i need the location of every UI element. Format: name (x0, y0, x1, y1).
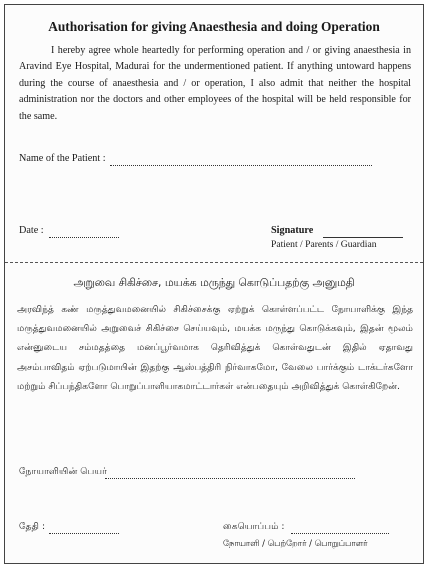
consent-form (4, 4, 424, 564)
signature-label-english: Signature (271, 225, 314, 236)
date-field-english[interactable] (49, 237, 119, 238)
signatory-roles-english: Patient / Parents / Guardian (271, 239, 377, 250)
patient-name-field-tamil[interactable] (105, 478, 355, 479)
signatory-roles-tamil: நோயாளி / பெற்றோர் / பொறுப்பாளர் (223, 538, 368, 548)
date-field-tamil[interactable] (49, 533, 119, 534)
patient-name-field-english[interactable] (110, 165, 372, 166)
patient-name-label-english: Name of the Patient : (19, 153, 106, 164)
consent-paragraph-english: I hereby agree whole heartedly for performing operation and / or giving anaesthesia in Aravind Eye Hospital, Madurai for the undermentioned patient. If anything untoward happens during the course of anaesthesia and / or operation, I also admit that neither the hospital administration nor the doctors and other employees of the hospital will be held responsible for the same. (19, 45, 411, 122)
signature-label-tamil: கையொப்பம் : (223, 521, 285, 532)
signature-field-tamil[interactable] (291, 533, 389, 534)
patient-name-label-tamil: நோயாளியின் பெயர் (19, 466, 107, 477)
date-label-english: Date : (19, 225, 44, 236)
signature-field-english[interactable] (323, 237, 403, 238)
form-title-tamil: அறுவை சிகிச்சை, மயக்க மருந்து கொடுப்பதற்கு அனுமதி (73, 276, 355, 289)
form-title-english: Authorisation for giving Anaesthesia and doing Operation (48, 19, 380, 34)
consent-paragraph-tamil: அரவிந்த் கண் மருத்துவமனையில் சிகிச்சைக்கு ஏற்றுக் கொள்ளப்பட்ட நோயாளிக்கு இந்த மருத்துவமனையில் அறுவைச் சிகிச்சை செய்யவும், மயக்க மருந்து கொடுக்கவும், இதன் மூலம் என்னுடைய சம்மதத்தை மனப்பூர்வமாக தெரிவித்துக் கொள்வதுடன் இதில் ஏதாவது அசம்பாவிதம் ஏற்படுமாயின் இதற்கு ஆஸ்பத்திரி நிர்வாகமோ, வேலை பார்க்கும் டாக்டர்களோ மற்றும் சிப்பந்திகளோ பொறுப்பாளியாகமாட்டார்கள் என்பதையும் அறிவித்துக் கொள்கிறேன். (17, 305, 413, 392)
section-divider (5, 262, 423, 263)
date-label-tamil: தேதி : (19, 521, 46, 532)
